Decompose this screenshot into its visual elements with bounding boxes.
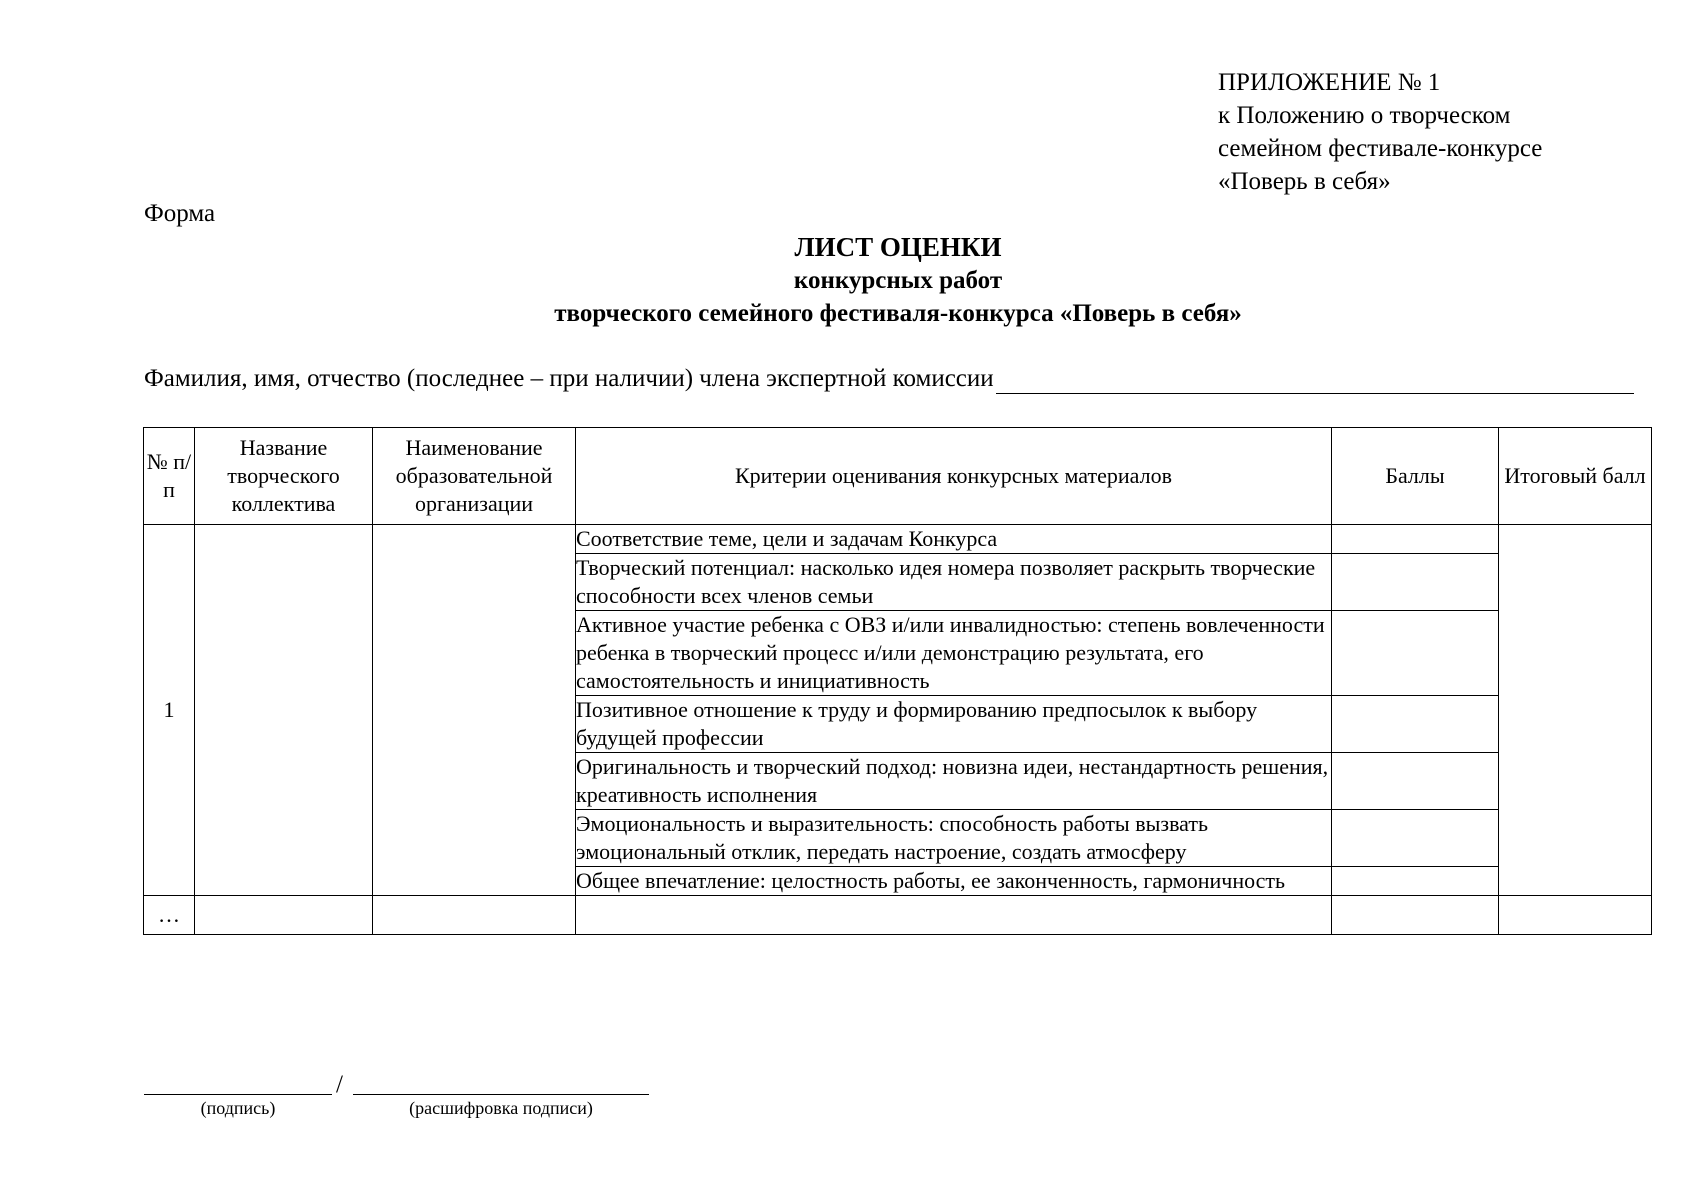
expert-name-field	[144, 364, 1634, 394]
team-name-cell[interactable]	[195, 896, 373, 935]
row-number: 1	[144, 525, 195, 896]
total-cell[interactable]	[1499, 896, 1652, 935]
signature-separator: /	[336, 1071, 343, 1098]
title-line-1: ЛИСТ ОЦЕНКИ	[794, 232, 1002, 262]
signature-decode-caption: (расшифровка подписи)	[409, 1098, 593, 1118]
signature-caption: (подпись)	[200, 1098, 276, 1118]
appendix-line: ПРИЛОЖЕНИЕ № 1	[1218, 69, 1441, 96]
points-cell[interactable]	[1332, 554, 1499, 611]
criterion-cell: Эмоциональность и выразительность: способность работы вызвать эмоциональный отклик, передать настроение, создать атмосферу	[576, 810, 1332, 867]
points-cell[interactable]	[1332, 867, 1499, 896]
criterion-cell[interactable]	[576, 896, 1332, 935]
points-cell[interactable]	[1332, 810, 1499, 867]
appendix-line: «Поверь в себя»	[1218, 168, 1391, 195]
appendix-line: к Положению о творческом	[1218, 102, 1511, 129]
points-cell[interactable]	[1332, 525, 1499, 554]
expert-name-label: Фамилия, имя, отчество (последнее – при наличии) члена экспертной комиссии	[144, 365, 994, 392]
points-cell[interactable]	[1332, 696, 1499, 753]
header-total: Итоговый балл	[1499, 428, 1652, 525]
criterion-cell: Активное участие ребенка с ОВЗ и/или инвалидностью: степень вовлеченности ребенка в творческий процесс и/или демонстрацию результата, его самостоятельность и инициативность	[576, 611, 1332, 696]
evaluation-table	[143, 427, 1652, 935]
appendix-line: семейном фестивале-конкурсе	[1218, 135, 1543, 162]
points-cell[interactable]	[1332, 896, 1499, 935]
organization-cell[interactable]	[373, 896, 576, 935]
total-cell[interactable]	[1499, 525, 1652, 896]
appendix-header	[1218, 66, 1542, 198]
signature-line[interactable]	[144, 1094, 332, 1095]
title-line-2: конкурсных работ	[793, 267, 1003, 294]
team-name-cell[interactable]	[195, 525, 373, 896]
document-title	[144, 231, 1652, 330]
points-cell[interactable]	[1332, 753, 1499, 810]
criterion-cell: Оригинальность и творческий подход: новизна идеи, нестандартность решения, креативность исполнения	[576, 753, 1332, 810]
title-line-3: творческого семейного фестиваля-конкурса «Поверь в себя»	[554, 300, 1242, 327]
header-points: Баллы	[1332, 428, 1499, 525]
table-header-row	[144, 428, 1652, 525]
header-team-name: Название творческого коллектива	[195, 428, 373, 525]
header-number: № п/п	[144, 428, 195, 525]
table-row-ellipsis	[144, 896, 1652, 935]
table-row	[144, 525, 1652, 554]
criterion-cell: Соответствие теме, цели и задачам Конкурса	[576, 525, 1332, 554]
form-label: Форма	[144, 200, 216, 227]
criterion-cell: Общее впечатление: целостность работы, ее законченность, гармоничность	[576, 867, 1332, 896]
header-criteria: Критерии оценивания конкурсных материалов	[576, 428, 1332, 525]
expert-name-blank[interactable]	[996, 367, 1634, 394]
points-cell[interactable]	[1332, 611, 1499, 696]
criterion-cell: Творческий потенциал: насколько идея номера позволяет раскрыть творческие способности всех членов семьи	[576, 554, 1332, 611]
organization-cell[interactable]	[373, 525, 576, 896]
signature-decode-line[interactable]	[353, 1094, 649, 1095]
criterion-cell: Позитивное отношение к труду и формированию предпосылок к выбору будущей профессии	[576, 696, 1332, 753]
header-organization: Наименование образовательной организации	[373, 428, 576, 525]
ellipsis-cell: …	[144, 896, 195, 935]
